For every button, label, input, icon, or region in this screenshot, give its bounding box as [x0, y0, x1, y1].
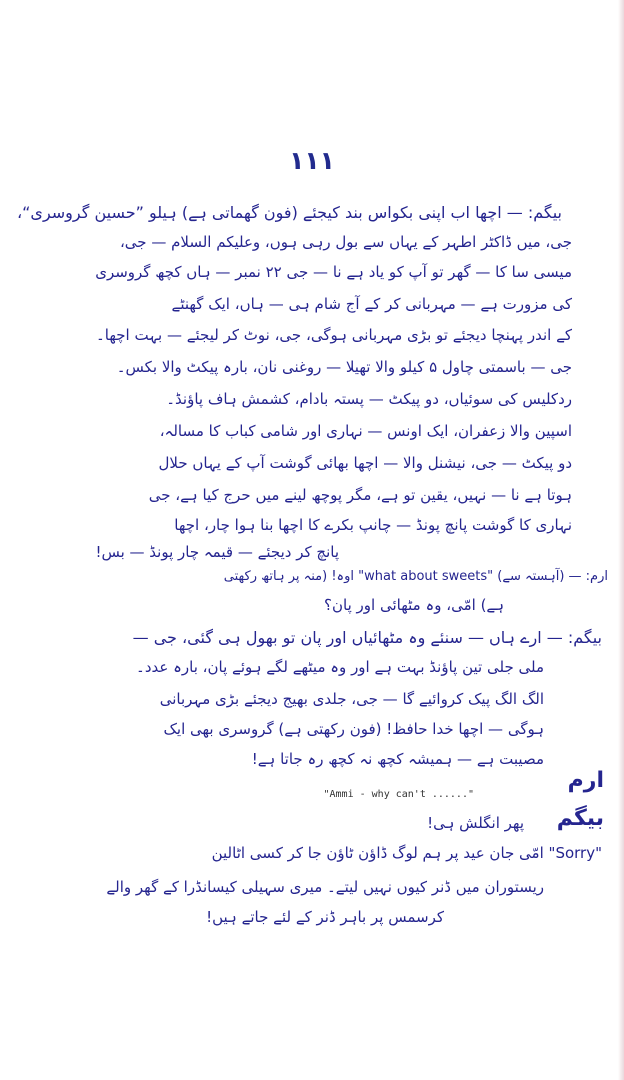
dialogue-line: بیگم: — اچھا اب اپنی بکواس بند کیجئے (فون گھماتی ہے) ہیلو ”حسین گروسری“،: [16, 203, 562, 222]
dialogue-line: دو پیکٹ — جی، نیشنل والا — اچھا بھائی گوشت آپ کے یہاں حلال: [158, 454, 572, 472]
dialogue-line: ارم: — (آہستہ سے) "what about sweets" اوہ! (منہ پر ہاتھ رکھتی: [223, 569, 608, 584]
dialogue-line: میسی سا کا — گھر تو آپ کو یاد ہے نا — جی ۲۲ نمبر — ہاں کچھ گروسری: [95, 263, 572, 281]
dialogue-line: کے اندر پہنچا دیجئے تو بڑی مہربانی ہوگی، جی، نوٹ کر لیجئے — بہت اچھا۔: [96, 326, 572, 344]
dialogue-line: "Sorry" امّی جان عید پر ہم لوگ ڈاؤن ٹاؤن جا کر کسی اٹالین: [211, 844, 602, 862]
speaker-label-begum: بیگم: [556, 806, 604, 831]
dialogue-line: الگ الگ پیک کروائیے گا — جی، جلدی بھیج دیجئے بڑی مہربانی: [159, 690, 544, 708]
dialogue-line: "Ammi - why can't ......": [323, 789, 474, 800]
dialogue-line: ردکلیس کی سوئیاں، دو پیکٹ — پستہ بادام، کشمش ہاف پاؤنڈ۔: [166, 390, 572, 408]
dialogue-line: جی، میں ڈاکٹر اطہر کے یہاں سے بول رہی ہوں، وعلیکم السلام — جی،: [119, 233, 572, 251]
dialogue-line: مصیبت ہے — ہمیشہ کچھ نہ کچھ رہ جاتا ہے!: [251, 750, 544, 768]
page-number: ۱۱۱: [289, 146, 335, 175]
dialogue-line: ملی جلی تین پاؤنڈ بہت ہے اور وہ میٹھے لگے ہوئے پان، بارہ عدد۔: [136, 658, 544, 676]
dialogue-line: پھر انگلش ہی!: [427, 814, 524, 832]
dialogue-line: ہوتا ہے نا — نہیں، یقین تو ہے، مگر پوچھ لینے میں حرج کیا ہے، جی: [148, 486, 572, 504]
dialogue-line: پانچ کر دیجئے — قیمہ چار پونڈ — بس!: [95, 543, 339, 561]
dialogue-line: اسپین والا زعفران، ایک اونس — نہاری اور شامی کباب کا مسالہ،: [159, 422, 572, 440]
dialogue-line: ریستوران میں ڈنر کیوں نہیں لیتے۔ میری سہیلی کیسانڈرا کے گھر والے: [106, 878, 544, 896]
dialogue-line: جی — باسمتی چاول ۵ کیلو والا تھیلا — روغنی نان، بارہ پیکٹ والا بکس۔: [116, 358, 572, 376]
speaker-label-iram: ارم: [567, 768, 604, 793]
dialogue-line: ہے) امّی، وہ مٹھائی اور پان؟: [324, 596, 504, 614]
dialogue-line: بیگم: — ارے ہاں — سنئے وہ مٹھائیاں اور پان تو بھول ہی گئی، جی —: [132, 628, 602, 647]
dialogue-line: کی مزورت ہے — مہربانی کر کے آج شام ہی — ہاں، ایک گھنٹے: [171, 295, 572, 313]
dialogue-line: ہوگی — اچھا خدا حافظ! (فون رکھتی ہے) گروسری بھی ایک: [163, 720, 544, 738]
dialogue-line: کرسمس پر باہر ڈنر کے لئے جاتے ہیں!: [206, 908, 444, 926]
dialogue-line: نہاری کا گوشت پانچ پونڈ — چانپ بکرے کا اچھا بنا ہوا چار، اچھا: [174, 516, 572, 534]
